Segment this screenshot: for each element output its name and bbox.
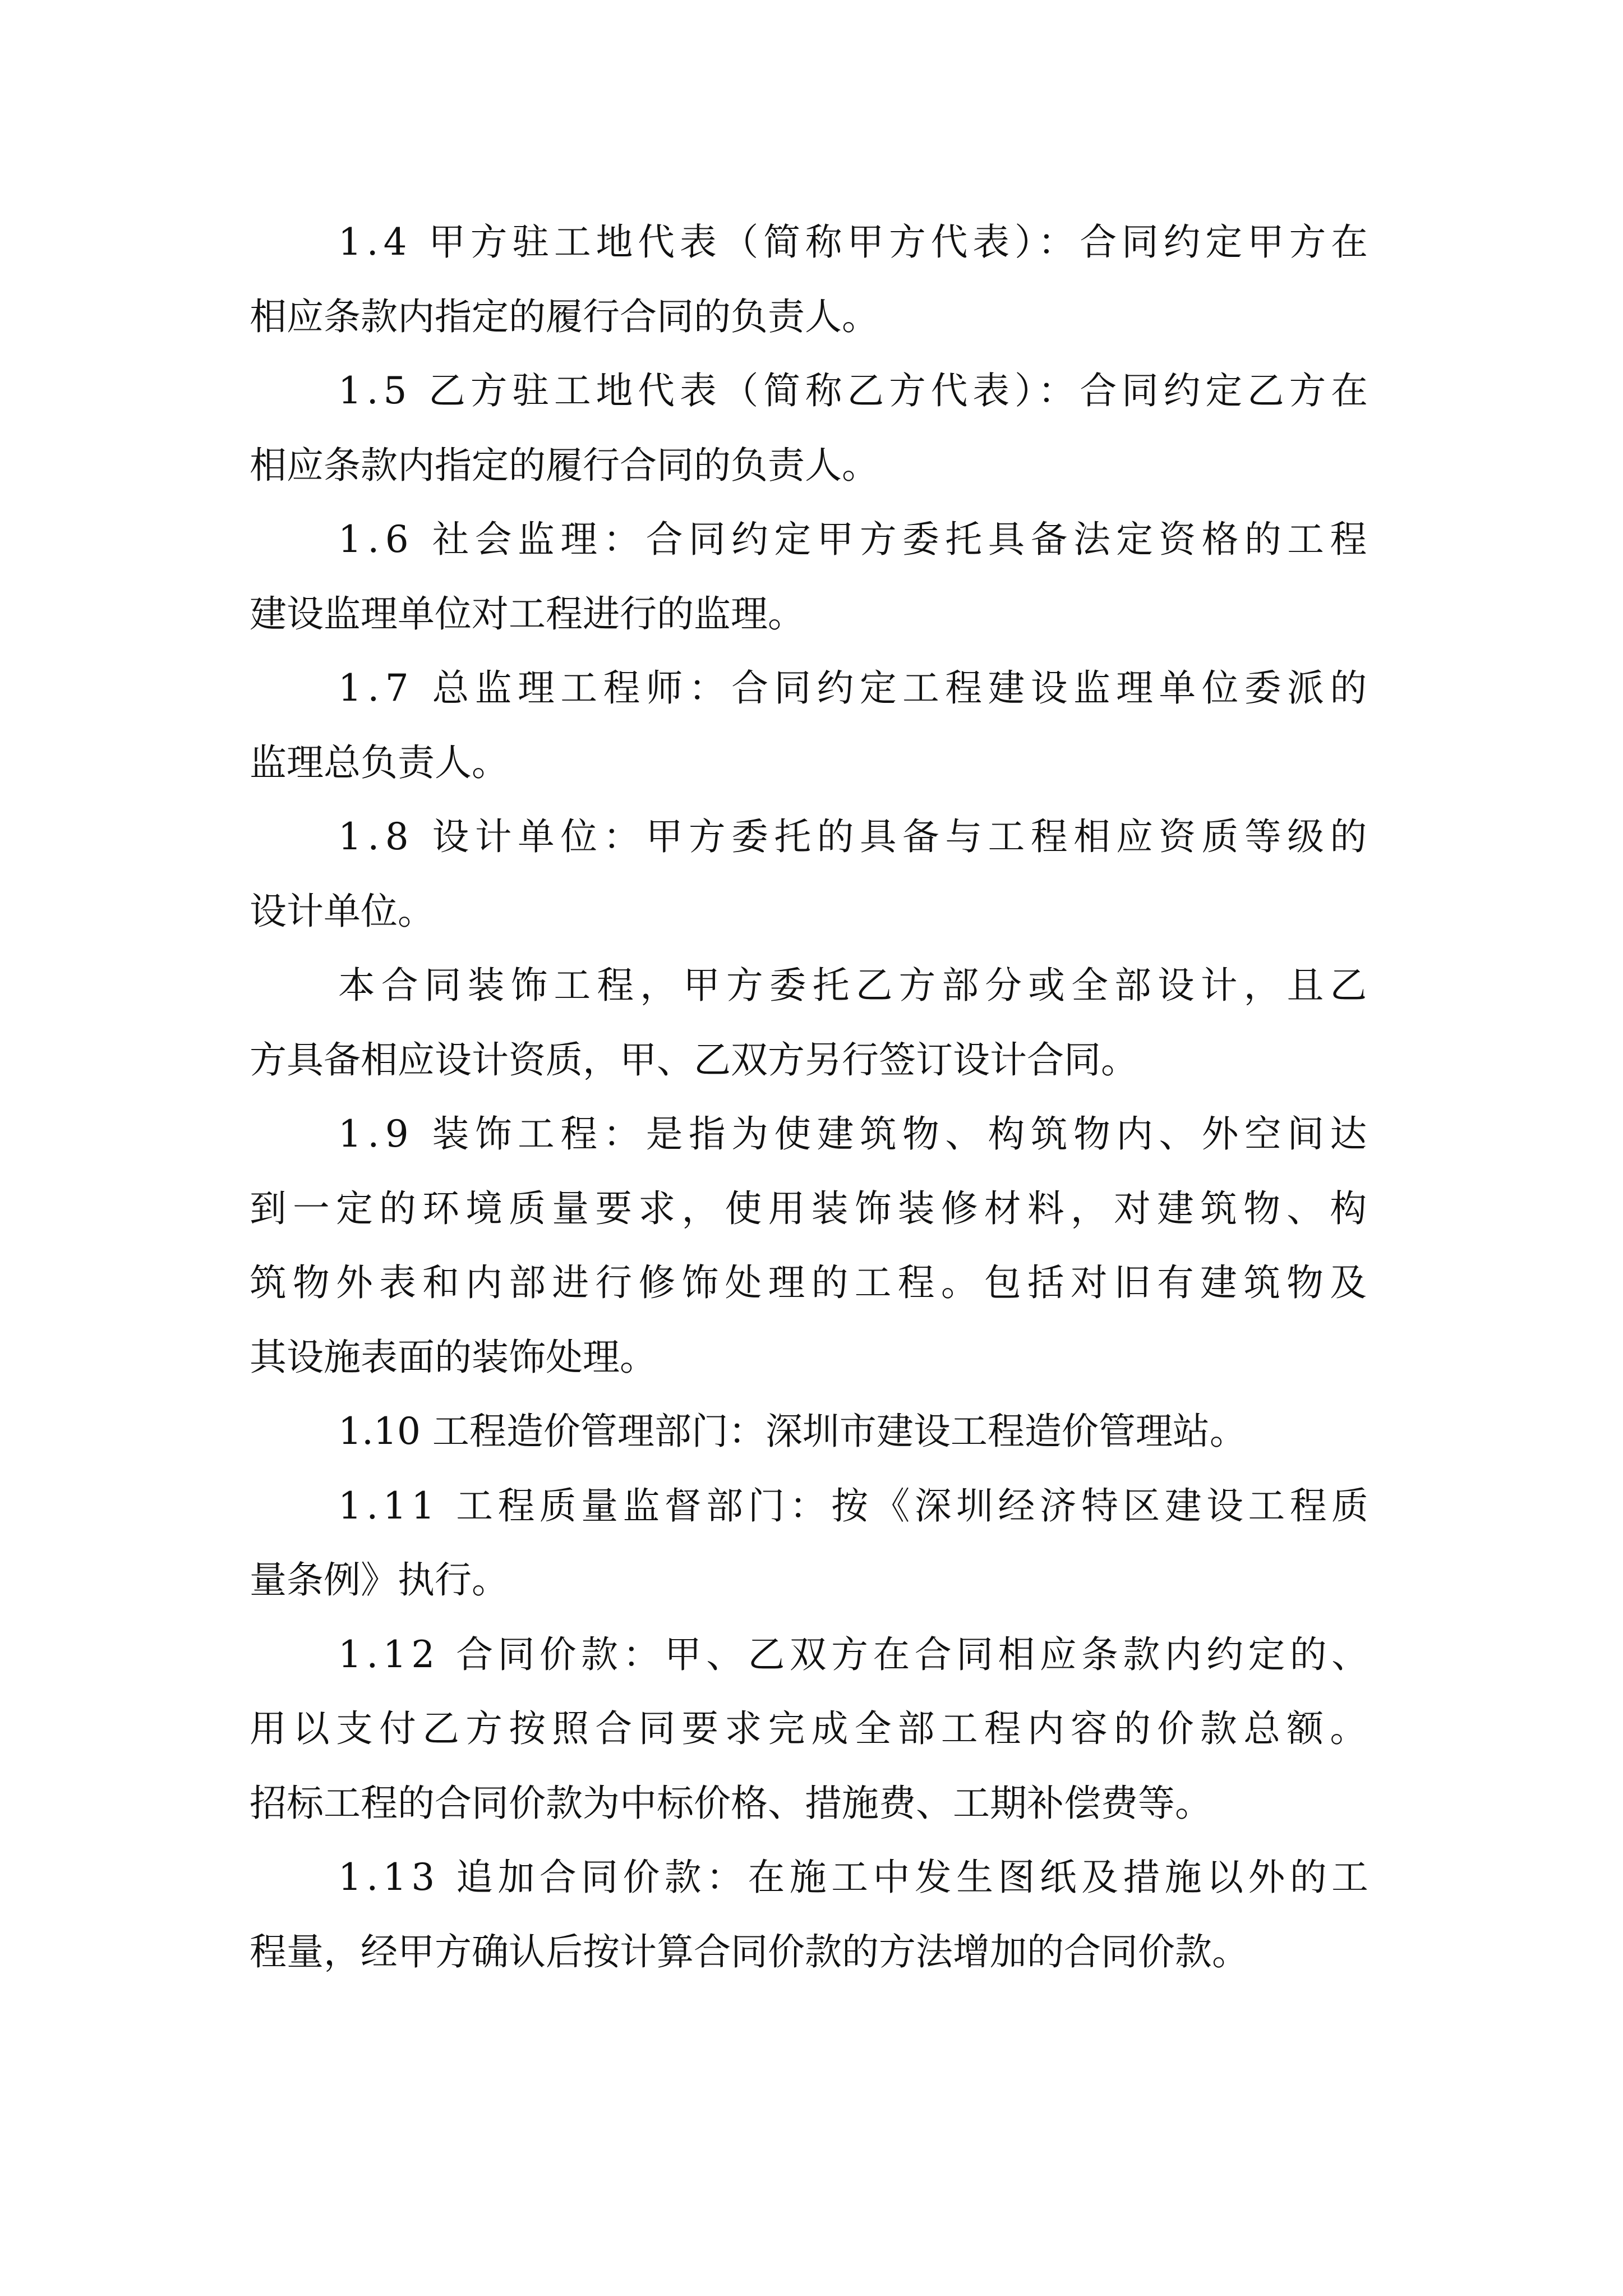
paragraph-first-line: 1.13 追加合同价款：在施工中发生图纸及措施以外的工: [338, 1856, 1373, 1899]
paragraph-line: 量条例》执行。: [250, 1558, 509, 1602]
paragraph-line: 筑物外表和内部进行修饰处理的工程。包括对旧有建筑物及: [250, 1261, 1373, 1304]
paragraph-first-line: 本合同装饰工程，甲方委托乙方部分或全部设计，且乙: [338, 964, 1373, 1007]
paragraph-line: 程量，经甲方确认后按计算合同价款的方法增加的合同价款。: [250, 1930, 1249, 1973]
paragraph-line: 相应条款内指定的履行合同的负责人。: [250, 295, 879, 338]
paragraph-line: 用以支付乙方按照合同要求完成全部工程内容的价款总额。: [250, 1707, 1373, 1750]
paragraph-line: 到一定的环境质量要求，使用装饰装修材料，对建筑物、构: [250, 1187, 1373, 1230]
paragraph-first-line: 1.8 设计单位：甲方委托的具备与工程相应资质等级的: [338, 815, 1373, 858]
paragraph-first-line: 1.7 总监理工程师：合同约定工程建设监理单位委派的: [338, 666, 1373, 710]
paragraph-line: 方具备相应设计资质，甲、乙双方另行签订设计合同。: [250, 1038, 1138, 1082]
paragraph-first-line: 1.10 工程造价管理部门：深圳市建设工程造价管理站。: [338, 1410, 1247, 1453]
paragraph-first-line: 1.6 社会监理：合同约定甲方委托具备法定资格的工程: [338, 518, 1373, 561]
paragraph-line: 设计单位。: [250, 890, 435, 933]
paragraph-first-line: 1.4 甲方驻工地代表（简称甲方代表）：合同约定甲方在: [338, 220, 1373, 264]
paragraph-line: 相应条款内指定的履行合同的负责人。: [250, 444, 879, 487]
paragraph-first-line: 1.5 乙方驻工地代表（简称乙方代表）：合同约定乙方在: [338, 369, 1373, 412]
paragraph-line: 招标工程的合同价款为中标价格、措施费、工期补偿费等。: [250, 1782, 1212, 1825]
paragraph-line: 建设监理单位对工程进行的监理。: [250, 592, 805, 636]
paragraph-first-line: 1.12 合同价款：甲、乙双方在合同相应条款内约定的、: [338, 1633, 1373, 1676]
paragraph-line: 监理总负责人。: [250, 741, 509, 784]
paragraph-first-line: 1.11 工程质量监督部门：按《深圳经济特区建设工程质: [338, 1484, 1373, 1527]
paragraph-first-line: 1.9 装饰工程：是指为使建筑物、构筑物内、外空间达: [338, 1112, 1373, 1156]
paragraph-line: 其设施表面的装饰处理。: [250, 1336, 657, 1379]
